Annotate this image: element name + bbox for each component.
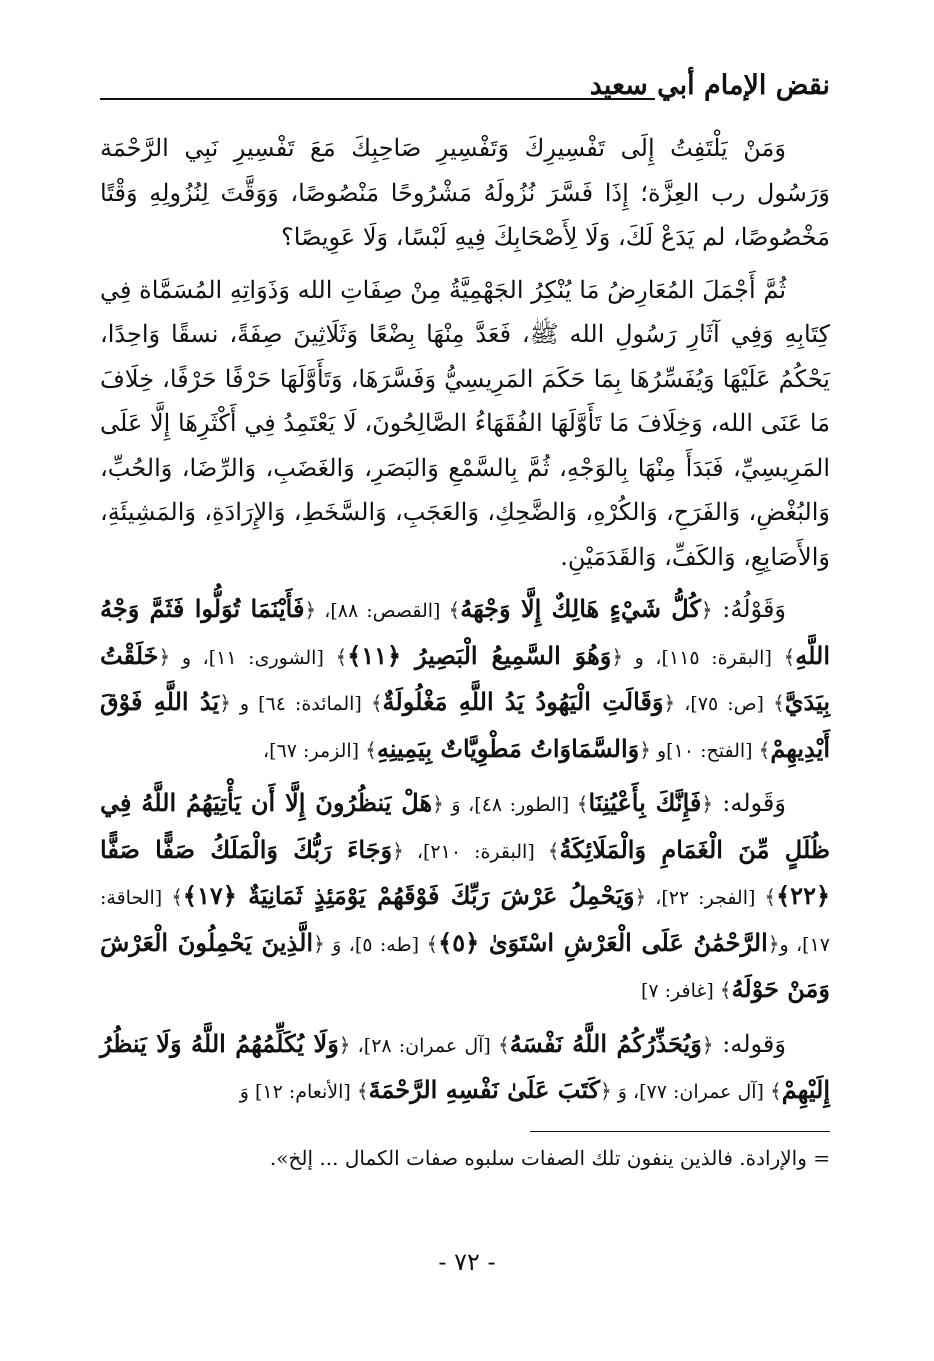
verse-reference: [الفجر: ٢٢]، xyxy=(646,887,765,909)
quran-verse: وَلَا يُكَلِّمُهُمُ اللَّهُ وَلَا يَنظُرُ إِلَيْهِمْ xyxy=(100,1028,830,1104)
verse-bracket: ﴾ xyxy=(365,737,377,762)
verse-bracket: ﴾ xyxy=(719,978,732,1002)
verse-bracket: ﴾ xyxy=(370,691,383,715)
verse-bracket: ﴾ xyxy=(764,885,777,909)
verse-bracket: ﴿ xyxy=(392,838,404,863)
quran-verse: وَيُحَذِّرُكُمُ اللَّهُ نَفْسَهُ xyxy=(509,1028,702,1058)
verse-reference: [ص: ٧٥]، xyxy=(675,693,773,715)
body-text: وَقوله: xyxy=(713,1029,786,1058)
body-text: وَمَنْ يَلْتَفِتُ إِلَى تَفْسِيرِكَ وَتَفْسِيرِ صَاحِبِكَ مَعَ تَفْسِيرِ نَبِي الرَّحْمَة وَرَسُول رب العِزَّة؛ إِذَا فَسَّرَ نُزُولَهُ مَشْرُوحًا مَنْصُوصًا، وَوَقَّتَ لِنُزُولِهِ وَقْتًا مَخْصُوصًا، لم يَدَعْ لَكَ، وَلَا لِأَصْحَابِكَ فِيهِ لَبْسًا، وَلَا عَوِيصًا؟ xyxy=(100,134,830,251)
verse-bracket: ﴿ xyxy=(338,1032,351,1057)
verse-bracket: ﴿ xyxy=(219,691,231,715)
paragraph xyxy=(100,781,830,1014)
quran-verse: الَّذِينَ يَحْمِلُونَ الْعَرْشَ وَمَنْ حَوْلَهُ xyxy=(100,927,830,1003)
body-text: وَقَوله: xyxy=(713,789,786,817)
verse-bracket: ﴿ xyxy=(701,1032,714,1057)
verse-reference: [القصص: ٨٨]، xyxy=(316,600,449,622)
verse-bracket: ﴿ xyxy=(158,644,171,669)
footnote-separator xyxy=(530,1131,830,1132)
verse-bracket: ﴿ xyxy=(304,598,317,622)
verse-reference: [الزمر: ٦٧]، xyxy=(263,739,366,762)
paragraph xyxy=(100,268,830,580)
verse-bracket: ﴾ xyxy=(758,737,771,762)
quran-verse: وَالسَّمَاوَاتُ مَطْوِيَّاتٌ بِيَمِينِهِ xyxy=(376,733,640,763)
verse-reference: [البقرة: ١١٥]، و xyxy=(623,646,784,669)
verse-bracket: ﴾ xyxy=(171,885,183,909)
verse-bracket: ﴿ xyxy=(600,1079,612,1103)
verse-reference: [الحاقة: ١٧]، و xyxy=(100,887,830,956)
verse-reference: [آل عمران: ٧٧]، وَ xyxy=(611,1081,771,1103)
quran-verse: وَهُوَ السَّمِيعُ الْبَصِيرُ ﴿١١﴾ xyxy=(347,640,612,670)
verse-bracket: ﴾ xyxy=(356,1079,369,1103)
verse-reference: [الفتح: ١٠]و xyxy=(650,739,759,762)
verse-bracket: ﴿ xyxy=(767,931,780,956)
footnote: = والإرادة. فالذين ينفون تلك الصفات سلبوه صفات الكمال ... إلخ». xyxy=(269,1146,830,1170)
verse-bracket: ﴿ xyxy=(611,644,624,669)
verse-reference: [الشورى: ١١]، و xyxy=(170,646,336,669)
verse-bracket: ﴿ xyxy=(700,598,713,622)
verse-bracket: ﴿ xyxy=(634,885,647,909)
verse-bracket: ﴿ xyxy=(663,691,676,715)
verse-bracket: ﴿ xyxy=(639,737,651,762)
verse-reference: [المائدة: ٦٤] و xyxy=(230,693,371,715)
running-header xyxy=(100,66,830,112)
verse-reference: [آل عمران: ٢٨]، xyxy=(350,1034,498,1057)
verse-bracket: ﴾ xyxy=(335,644,348,669)
verse-bracket: ﴾ xyxy=(772,691,785,715)
verse-reference: [الأنعام: ١٢] وَ xyxy=(239,1081,357,1103)
verse-bracket: ﴿ xyxy=(313,931,325,956)
verse-bracket: ﴾ xyxy=(576,792,589,816)
quran-verse: هَلْ يَنظُرُونَ إِلَّا أَن يَأْتِيَهُمُ اللَّهُ فِي ظُلَلٍ مِّنَ الْغَمَامِ وَالْمَلَائِكَةُ xyxy=(100,788,830,864)
main-text xyxy=(100,126,830,1115)
quran-verse: فَأَيْنَمَا تُوَلُّوا فَثَمَّ وَجْهُ اللَّهِ xyxy=(100,594,830,670)
verse-bracket: ﴾ xyxy=(547,838,560,863)
verse-bracket: ﴿ xyxy=(701,792,714,816)
page-number: - ٧٢ - xyxy=(438,1248,496,1276)
verse-bracket: ﴾ xyxy=(783,644,796,669)
verse-reference: [البقرة: ٢١٠]، xyxy=(403,840,548,863)
quran-verse: وَيَحْمِلُ عَرْشَ رَبِّكَ فَوْقَهُمْ يَوْمَئِذٍ ثَمَانِيَةٌ ﴿١٧﴾ xyxy=(182,881,635,910)
verse-bracket: ﴾ xyxy=(497,1032,510,1057)
verse-bracket: ﴿ xyxy=(432,792,444,816)
body-text: وَقَوْلُهُ: xyxy=(712,595,787,623)
verse-reference: [الطور: ٤٨]، وَ xyxy=(443,794,577,816)
verse-bracket: ﴾ xyxy=(426,931,439,956)
quran-verse: يَدُ اللَّهِ فَوْقَ أَيْدِيهِمْ xyxy=(100,687,830,763)
quran-verse: وَجَاءَ رَبُّكَ وَالْمَلَكُ صَفًّا صَفًّا ﴿٢٢﴾ xyxy=(100,834,831,910)
quran-verse: فَإِنَّكَ بِأَعْيُنِنَا xyxy=(588,788,702,817)
quran-verse: كَتَبَ عَلَىٰ نَفْسِهِ الرَّحْمَةَ xyxy=(368,1075,600,1104)
quran-verse: خَلَقْتُ بِيَدَيَّ xyxy=(100,640,831,716)
verse-reference: [طه: ٥]، وَ xyxy=(324,933,427,956)
header-rule xyxy=(100,98,655,100)
verse-bracket: ﴾ xyxy=(770,1079,782,1103)
header-title: نقض الإمام أبي سعيد xyxy=(589,70,830,101)
quran-verse: كُلُّ شَيْءٍ هَالِكٌ إِلَّا وَجْهَهُ xyxy=(460,594,701,623)
paragraph xyxy=(100,587,830,773)
paragraph xyxy=(100,126,830,260)
quran-verse: وَقَالَتِ الْيَهُودُ يَدُ اللَّهِ مَغْلُولَةٌ xyxy=(382,687,664,716)
quran-verse: الرَّحْمَٰنُ عَلَى الْعَرْشِ اسْتَوَىٰ ﴿٥﴾ xyxy=(438,927,768,957)
verse-reference: [غافر: ٧] xyxy=(640,980,720,1002)
verse-bracket: ﴾ xyxy=(448,598,461,622)
body-text: ثُمَّ أَجْمَلَ المُعَارِضُ مَا يُنْكِرُ الجَهْمِيَّةُ مِنْ صِفَاتِ الله وَذَوَاتِهِ المُسَمَّاة فِي كِتَابِهِ وَفِي آثَارِ رَسُولِ الله ﷺ، فَعَدَّ مِنْهَا بِضْعًا وَثَلَاثِينَ صِفَةً، نسقًا وَاحِدًا، يَحْكُمُ عَلَيْهَا وَيُفَسِّرُهَا بِمَا حَكَمَ المَرِيسِيُّ وَفَسَّرَهَا، وَتَأَوَّلَهَا حَرْفًا حَرْفًا، خِلَافَ مَا عَنَى الله، وَخِلَافَ مَا تَأَوَّلَهَا الفُقَهَاءُ الصَّالِحُونَ، لَا يَعْتَمِدُ فِي أَكْثَرِهَا إِلَّا عَلَى المَرِيسِيِّ، فَبَدَأَ مِنْهَا بِالوَجْهِ، ثُمَّ بِالسَّمْعِ وَالبَصَرِ، وَالغَضَبِ، وَالرِّضَا، وَالحُبِّ، وَالبُغْضِ، وَالفَرَحِ، وَالكُرْهِ، وَالضَّحِكِ، وَالعَجَبِ، وَالسَّخَطِ، وَالإِرَادَةِ، وَالمَشِيئَةِ، وَالأَصَابِعِ، وَالكَفِّ، وَالقَدَمَيْنِ. xyxy=(100,275,830,571)
paragraph xyxy=(100,1022,830,1115)
